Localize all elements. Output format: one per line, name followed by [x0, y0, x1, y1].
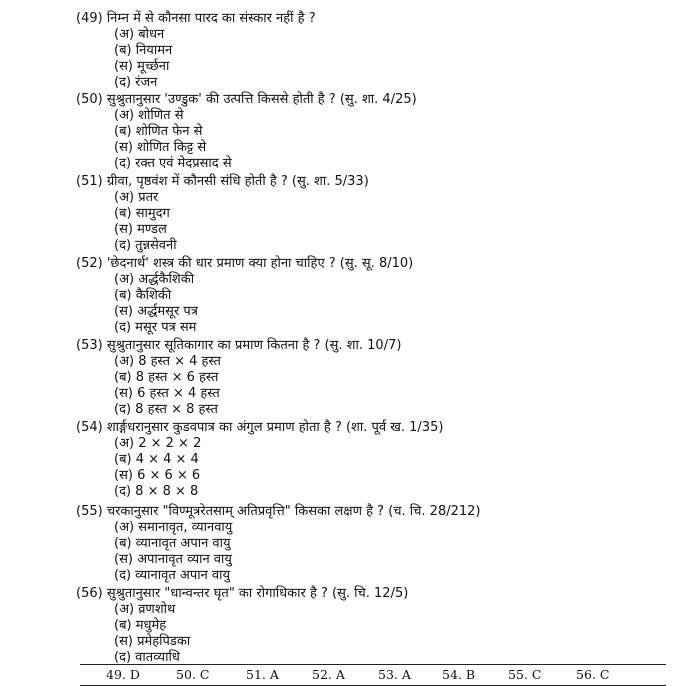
question-56 [76, 586, 666, 666]
option-d: (द) व्यानावृत अपान वायु [114, 568, 231, 583]
option-b: (ब) शोणित फेन से [114, 124, 203, 139]
option-d: (द) तुन्नसेवनी [114, 238, 177, 253]
question-text: (50) सुश्रुतानुसार 'उण्डुक' की उत्पत्ति किससे होती है ? (सु. शा. 4/25) [76, 92, 417, 107]
option-c: (स) 6 हस्त × 4 हस्त [114, 386, 220, 401]
question-text: (51) ग्रीवा, पृष्ठवंश में कौनसी संधि होती है ? (सु. शा. 5/33) [76, 174, 369, 189]
option-a: (अ) शोणित से [114, 108, 184, 123]
question-49 [76, 11, 666, 91]
question-53 [76, 338, 666, 418]
option-b: (ब) 8 हस्त × 6 हस्त [114, 370, 219, 385]
question-50 [76, 92, 666, 172]
option-a: (अ) 8 हस्त × 4 हस्त [114, 354, 221, 369]
answer-56: 56. C [576, 667, 610, 682]
option-a: (अ) बोधन [114, 27, 165, 42]
answer-53: 53. A [378, 667, 411, 682]
option-b: (ब) कैशिकी [114, 288, 172, 303]
option-d: (द) मसूर पत्र सम [114, 320, 197, 335]
option-c: (स) 6 × 6 × 6 [114, 468, 201, 483]
option-b: (ब) 4 × 4 × 4 [114, 452, 199, 467]
option-a: (अ) प्रतर [114, 190, 159, 205]
question-55 [76, 504, 666, 584]
option-c: (स) मूर्च्छना [114, 59, 170, 74]
option-c: (स) शोणित किट्ट से [114, 140, 207, 155]
option-d: (द) 8 हस्त × 8 हस्त [114, 402, 218, 417]
question-text: (52) 'छेदनार्थ' शस्त्र की धार प्रमाण क्या होना चाहिए ? (सु. सू. 8/10) [76, 256, 414, 271]
option-c: (स) प्रमेहपिडका [114, 634, 191, 649]
question-text: (49) निम्न में से कौनसा पारद का संस्कार नहीं है ? [76, 11, 316, 26]
question-text: (56) सुश्रुतानुसार "धान्वन्तर घृत" का रोगाधिकार है ? (सु. चि. 12/5) [76, 586, 409, 601]
option-b: (ब) सामुदग [114, 206, 170, 221]
option-a: (अ) 2 × 2 × 2 [114, 436, 202, 451]
option-c: (स) अर्द्धमसूर पत्र [114, 304, 198, 319]
option-a: (अ) व्रणशोथ [114, 602, 176, 617]
answer-54: 54. B [442, 667, 476, 682]
option-b: (ब) नियामन [114, 43, 173, 58]
answer-key [80, 664, 666, 686]
option-a: (अ) अर्द्धकैशिकी [114, 272, 195, 287]
option-d: (द) 8 × 8 × 8 [114, 484, 199, 499]
option-b: (ब) व्यानावृत अपान वायु [114, 536, 231, 551]
option-c: (स) अपानावृत व्यान वायु [114, 552, 232, 567]
question-54 [76, 420, 666, 500]
question-text: (53) सुश्रुतानुसार सूतिकागार का प्रमाण कितना है ? (सु. शा. 10/7) [76, 338, 402, 353]
answer-49: 49. D [106, 667, 140, 682]
question-51 [76, 174, 666, 254]
answer-50: 50. C [176, 667, 210, 682]
answer-55: 55. C [508, 667, 542, 682]
question-text: (55) चरकानुसार "विण्मूत्ररेतसाम् अतिप्रवृत्ति" किसका लक्षण है ? (च. चि. 28/212) [76, 504, 481, 519]
question-text: (54) शार्ङ्गधरानुसार कुडवपात्र का अंगुल प्रमाण होता है ? (शा. पूर्व ख. 1/35) [76, 420, 444, 435]
answer-51: 51. A [246, 667, 279, 682]
option-a: (अ) समानावृत, व्यानवायु [114, 520, 233, 535]
answer-52: 52. A [312, 667, 345, 682]
option-d: (द) वातव्याधि [114, 650, 180, 665]
option-d: (द) रंजन [114, 75, 158, 90]
question-52 [76, 256, 666, 336]
option-c: (स) मण्डल [114, 222, 167, 237]
option-d: (द) रक्त एवं मेदप्रसाद से [114, 156, 232, 171]
option-b: (ब) मधुमेह [114, 618, 167, 633]
